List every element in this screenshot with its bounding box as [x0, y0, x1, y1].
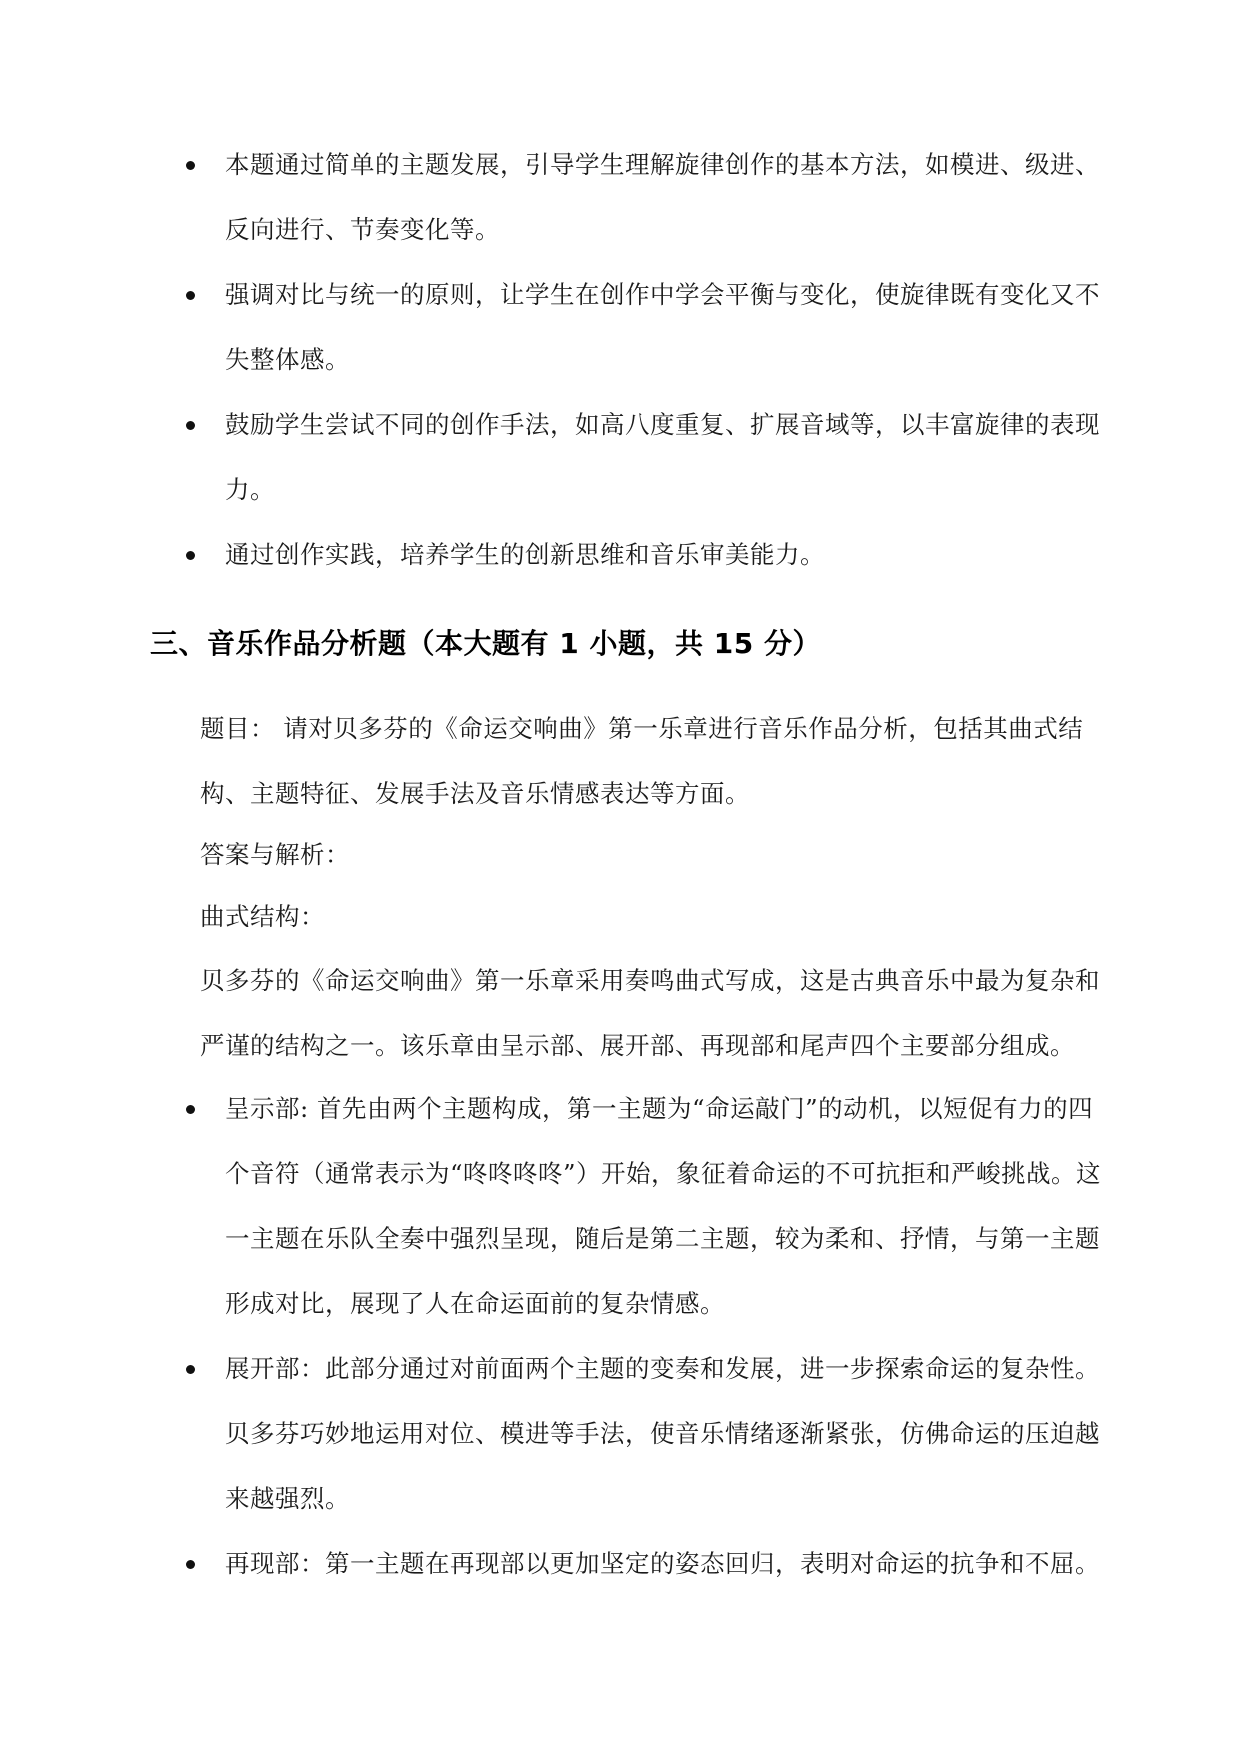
- structure-label: 曲式结构：: [200, 902, 325, 931]
- list-item-text: 通过创作实践，培养学生的创新思维和音乐审美能力。: [225, 540, 825, 569]
- list-item-text: 本题通过简单的主题发展，引导学生理解旋律创作的基本方法，如模进、级进、反向进行、节奏变化等。: [225, 150, 1100, 244]
- list-item: [0, 1076, 1105, 1336]
- list-item: [0, 522, 1105, 587]
- bullet-icon: [186, 1560, 195, 1569]
- bullet-icon: [186, 161, 195, 170]
- list-item-text: 呈示部: 首先由两个主题构成，第一主题为“命运敲门”的动机，以短促有力的四个音符（通常表示为“咚咚咚咚”）开始，象征着命运的不可抗拒和严峻挑战。这一主题在乐队全奏中强烈呈现，随后是第二主题，较为柔和、抒情，与第一主题形成对比，展现了人在命运面前的复杂情感。: [225, 1094, 1102, 1318]
- section-heading: 三、音乐作品分析题（本大题有 1 小题，共 15 分）: [150, 627, 821, 660]
- structure-paragraph: 贝多芬的《命运交响曲》第一乐章采用奏鸣曲式写成，这是古典音乐中最为复杂和严谨的结构之一。该乐章由呈示部、展开部、再现部和尾声四个主要部分组成。: [200, 966, 1100, 1060]
- list-item: [0, 1531, 1105, 1596]
- bullet-icon: [186, 1105, 195, 1114]
- list-item: [0, 392, 1105, 522]
- list-item-text: 鼓励学生尝试不同的创作手法，如高八度重复、扩展音域等，以丰富旋律的表现力。: [225, 410, 1100, 504]
- bullet-icon: [186, 1365, 195, 1374]
- list-item: [0, 262, 1105, 392]
- answer-label: 答案与解析：: [200, 840, 350, 869]
- list-item-text: 展开部：此部分通过对前面两个主题的变奏和发展，进一步探索命运的复杂性。贝多芬巧妙地运用对位、模进等手法，使音乐情绪逐渐紧张，仿佛命运的压迫越来越强烈。: [225, 1354, 1100, 1513]
- list-item-text: 强调对比与统一的原则，让学生在创作中学会平衡与变化，使旋律既有变化又不失整体感。: [225, 280, 1100, 374]
- bullet-icon: [186, 421, 195, 430]
- bullet-icon: [186, 291, 195, 300]
- top-bullet-list: [0, 132, 1241, 587]
- list-item-text: 再现部：第一主题在再现部以更加坚定的姿态回归，表明对命运的抗争和不屈。: [225, 1549, 1100, 1578]
- bullet-icon: [186, 551, 195, 560]
- list-item: [0, 132, 1105, 262]
- structure-bullet-list: [0, 1076, 1241, 1596]
- list-item: [0, 1336, 1105, 1531]
- question-paragraph: 题目： 请对贝多芬的《命运交响曲》第一乐章进行音乐作品分析，包括其曲式结构、主题特征、发展手法及音乐情感表达等方面。: [200, 714, 1084, 808]
